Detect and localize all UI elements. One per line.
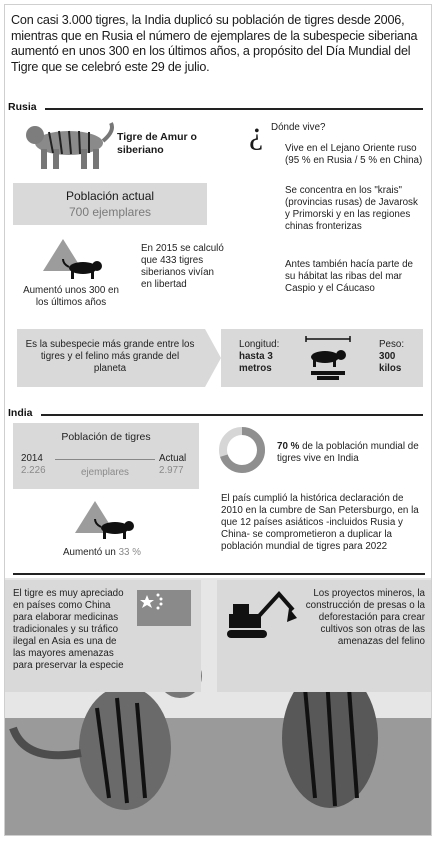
weight-label: Peso: xyxy=(379,339,405,350)
india-share-donut-icon xyxy=(217,425,267,475)
size-box xyxy=(221,329,423,387)
india-share-description: de la población mundial de tigres vive en India xyxy=(277,441,419,464)
india-population-box xyxy=(13,423,199,489)
year-2014: 2014 xyxy=(21,453,43,464)
population-box xyxy=(13,183,207,225)
tiger-silhouette-icon xyxy=(61,258,105,280)
section-divider-russia xyxy=(45,108,423,110)
population-title: Población actual xyxy=(65,189,155,203)
india-share-percent: 70 % xyxy=(277,441,300,452)
tiger-illustration-icon xyxy=(19,119,117,173)
arrow-chevron-icon xyxy=(205,329,221,387)
declaration-text: El país cumplió la histórica declaración de 2010 en la cumbre de San Petersburgo, en la que 12 países asiáticos -incluidos Rusia y China- se comprometieron a duplicar la población mundial de tigres para 2022 xyxy=(221,493,419,552)
length-value: hasta 3 metros xyxy=(239,351,273,374)
india-increase-text xyxy=(63,547,141,559)
threat-right-box xyxy=(217,580,431,692)
india-population-title: Población de tigres xyxy=(61,431,151,443)
russia-increase-text: Aumentó unos 300 en los últimos años xyxy=(23,285,119,308)
china-flag-icon xyxy=(137,590,191,626)
india-tiger-silhouette-icon xyxy=(93,518,137,540)
where-title: Dónde vive? xyxy=(271,122,326,133)
section-divider-threats xyxy=(13,573,425,575)
india-increase-value: 33 % xyxy=(118,547,141,558)
threat-right-text: Los proyectos mineros, la construcción de presas o la deforestación para crear cultivos son otras de las amenazas del felino xyxy=(305,588,425,647)
threat-left-box xyxy=(5,580,201,692)
actual-value: 2.977 xyxy=(159,465,184,476)
tiger-measure-icon xyxy=(303,335,353,381)
india-share-text xyxy=(277,441,423,465)
weight-value: 300 kilos xyxy=(379,351,402,374)
biggest-text: Es la subespecie más grande entre los tigres y el felino más grande del planeta xyxy=(25,339,195,374)
threat-left-text: El tigre es muy apreciado en países como China para elaborar medicinas tradicionales y su tráfico ilegal en Asia es una de las mayores amenazas para preservar la especie xyxy=(13,588,124,671)
question-mark-icon: ¿ xyxy=(249,114,264,150)
ejemplares-label: ejemplares xyxy=(81,467,129,478)
section-divider-india xyxy=(41,414,423,416)
india-increase-prefix: Aumentó un xyxy=(63,547,116,558)
excavator-icon xyxy=(223,588,301,644)
section-label-india: India xyxy=(8,407,33,419)
population-value: 700 ejemplares xyxy=(68,205,152,219)
actual-label: Actual xyxy=(159,453,187,464)
tiger-name: Tigre de Amur o siberiano xyxy=(117,131,197,156)
intro-text: Con casi 3.000 tigres, la India duplicó su población de tigres desde 2006, mientras que en Rusia el número de ejemplares de la subespecie siberiana aumentó en unos 300 en los últimos años, a propósito del Día Mundial del Tigre que se celebró este 29 de julio. xyxy=(11,13,418,74)
infographic xyxy=(4,4,432,836)
where-line-1: Vive en el Lejano Oriente ruso (95 % en Rusia / 5 % en China) xyxy=(285,143,423,166)
calc-2015-text: En 2015 se calculó que 433 tigres siberianos vivían en libertad xyxy=(141,243,224,290)
where-line-2: Se concentra en los "krais" (provincias rusas) de Javarosk y Primorski y en las regiones chinas fronterizas xyxy=(285,185,418,232)
biggest-box xyxy=(17,329,205,387)
section-label-russia: Rusia xyxy=(8,101,37,113)
value-2014: 2.226 xyxy=(21,465,46,476)
where-line-3: Antes también hacía parte de su hábitat las ribas del mar Caspio y el Cáucaso xyxy=(285,259,413,294)
length-label: Longitud: xyxy=(239,339,280,350)
population-connector-line xyxy=(55,459,155,460)
